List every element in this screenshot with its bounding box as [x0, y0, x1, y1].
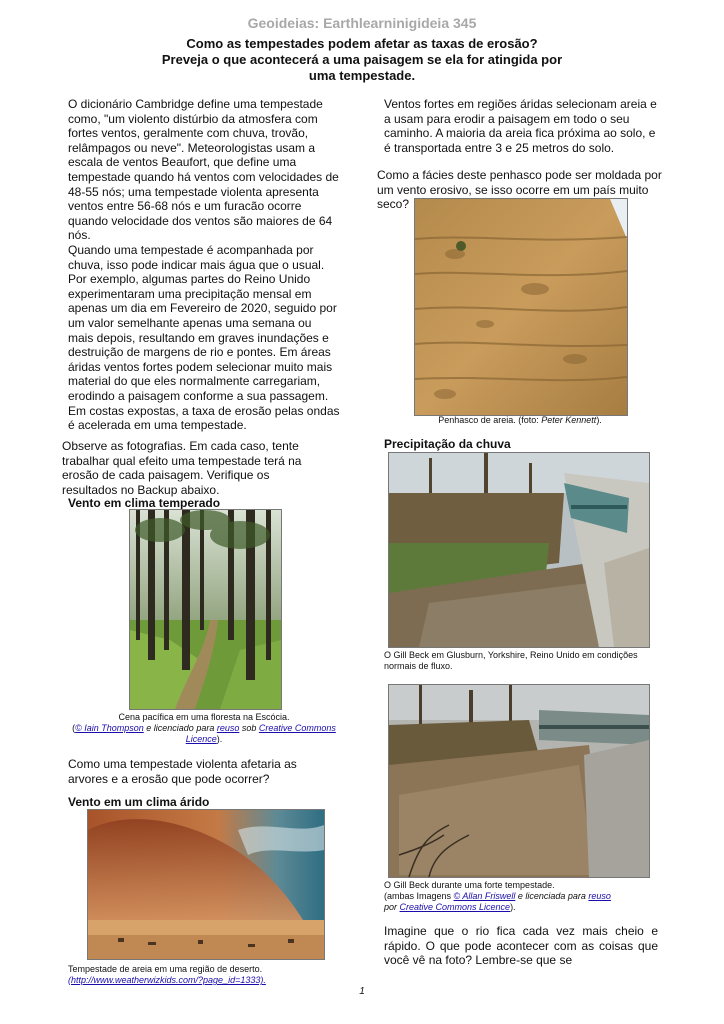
forest-credit-open: (	[72, 723, 76, 733]
beck-credit-mid: e licenciada para	[515, 891, 589, 901]
document-series-title: Geoideias: Earthlearninigideia 345	[247, 15, 477, 31]
sand-cliff-photo	[414, 198, 628, 416]
gill-beck-storm-photo	[388, 684, 650, 878]
gill-beck-storm-caption-text: O Gill Beck durante uma forte tempestade.	[384, 880, 555, 890]
gill-beck-normal-photo	[388, 452, 650, 648]
heading-temperate-wind: Vento em clima temperado	[68, 496, 221, 510]
beck-credit-2	[384, 902, 654, 913]
beck-credit-close: ).	[510, 902, 516, 912]
forest-credit-mid: e licenciado para	[143, 723, 217, 733]
beck-credit-por: por	[384, 902, 400, 912]
paragraph-observe-photos: Observe as fotografias. Em cada caso, tente trabalhar qual efeito uma tempestade terá na erosão de cada paisagem. Verifique os resultados no Backup abaixo.	[62, 439, 302, 497]
document-title-line-2: Preveja o que acontecerá a uma paisagem se ela for atingida por	[161, 52, 563, 67]
paragraph-rain-and-wind: Quando uma tempestade é acompanhada por chuva, isso pode indicar mais água que o usual. Por exemplo, algumas partes do Reino Unido experimentaram uma precipitação mensal em apenas um dia em Fevereiro de 2020, seguido por um valor semelhante apenas uma semana ou mais depois, resultando em graves inundações e destruição de margens de rio e pontes. Em áreas áridas ventos fortes podem selecionar muito mais material do que eles normalmente carregariam, erodindo a paisagem conforme a sua passagem. Em costas expostas, a taxa de erosão pelas ondas é acelerada em uma tempestade.	[68, 243, 340, 433]
forest-photo-caption	[68, 712, 340, 745]
cliff-caption-text: Penhasco de areia. (foto:	[438, 415, 542, 425]
forest-photo	[129, 509, 282, 710]
beck-author-link[interactable]: © Allan Friswell	[453, 891, 516, 901]
forest-license-link[interactable]: Creative Commons Licence	[185, 723, 336, 744]
heading-rain: Precipitação da chuva	[384, 437, 511, 451]
forest-caption-text: Cena pacífica em uma floresta na Escócia.	[118, 712, 290, 722]
page-number: 1	[359, 986, 365, 997]
paragraph-cliff-question: Como a fácies deste penhasco pode ser moldada por um vento erosivo, se isso ocorre em um país muito seco?	[377, 168, 662, 212]
gill-beck-storm-caption	[384, 880, 654, 913]
paragraph-trees-question: Como uma tempestade violenta afetaria as arvores e a erosão que pode ocorrer?	[68, 757, 297, 786]
beck-reuse-link[interactable]: reuso	[588, 891, 611, 901]
sandstorm-caption	[68, 964, 348, 986]
forest-credit-close: ).	[216, 734, 223, 744]
sandstorm-source-link[interactable]: (http://www.weatherwizkids.com/?page_id=1333).	[68, 975, 266, 985]
forest-author-link[interactable]: © Iain Thompson	[75, 723, 144, 733]
paragraph-arid-winds: Ventos fortes em regiões áridas selecionam areia e a usam para erodir a paisagem em todo o seu caminho. A maioria da areia fica próxima ao solo, e é transportada entre 3 e 25 metros do solo.	[384, 97, 657, 155]
forest-credit-under: sob	[239, 723, 259, 733]
beck-credit	[384, 891, 654, 902]
forest-reuse-link[interactable]: reuso	[216, 723, 240, 733]
cliff-caption-end: ).	[596, 415, 602, 425]
paragraph-river-question: Imagine que o rio fica cada vez mais cheio e rápido. O que pode acontecer com as coisas que você vê na foto? Lembre-se que se	[384, 924, 658, 968]
cliff-caption	[414, 415, 626, 426]
gill-beck-normal-caption: O Gill Beck em Glusburn, Yorkshire, Reino Unido em condições normais de fluxo.	[384, 650, 638, 671]
document-title-line-1: Como as tempestades podem afetar as taxas de erosão?	[186, 36, 538, 51]
beck-credit-open: (ambas Imagens	[384, 891, 454, 901]
document-title-line-3: uma tempestade.	[308, 68, 416, 83]
sandstorm-photo	[87, 809, 325, 960]
sandstorm-caption-text: Tempestade de areia em uma região de deserto.	[68, 964, 263, 974]
cliff-caption-author: Peter Kennett	[541, 415, 597, 425]
forest-credit	[68, 723, 340, 745]
heading-arid-wind: Vento em um clima árido	[68, 795, 210, 809]
paragraph-storm-definition: O dicionário Cambridge define uma tempestade como, "um violento distúrbio da atmosfera com fortes ventos, geralmente com chuva, trovão, relâmpagos ou neve". Meteorologistas usam a escala de ventos Beaufort, que define uma tempestade quando há ventos com velocidades de 48-55 nós; uma tempestade violenta apresenta ventos entre 56-68 nós e um furacão ocorre quando velocidade dos ventos são maiores de 64 nós.	[68, 97, 339, 243]
beck-license-link[interactable]: Creative Commons Licence	[399, 902, 511, 912]
